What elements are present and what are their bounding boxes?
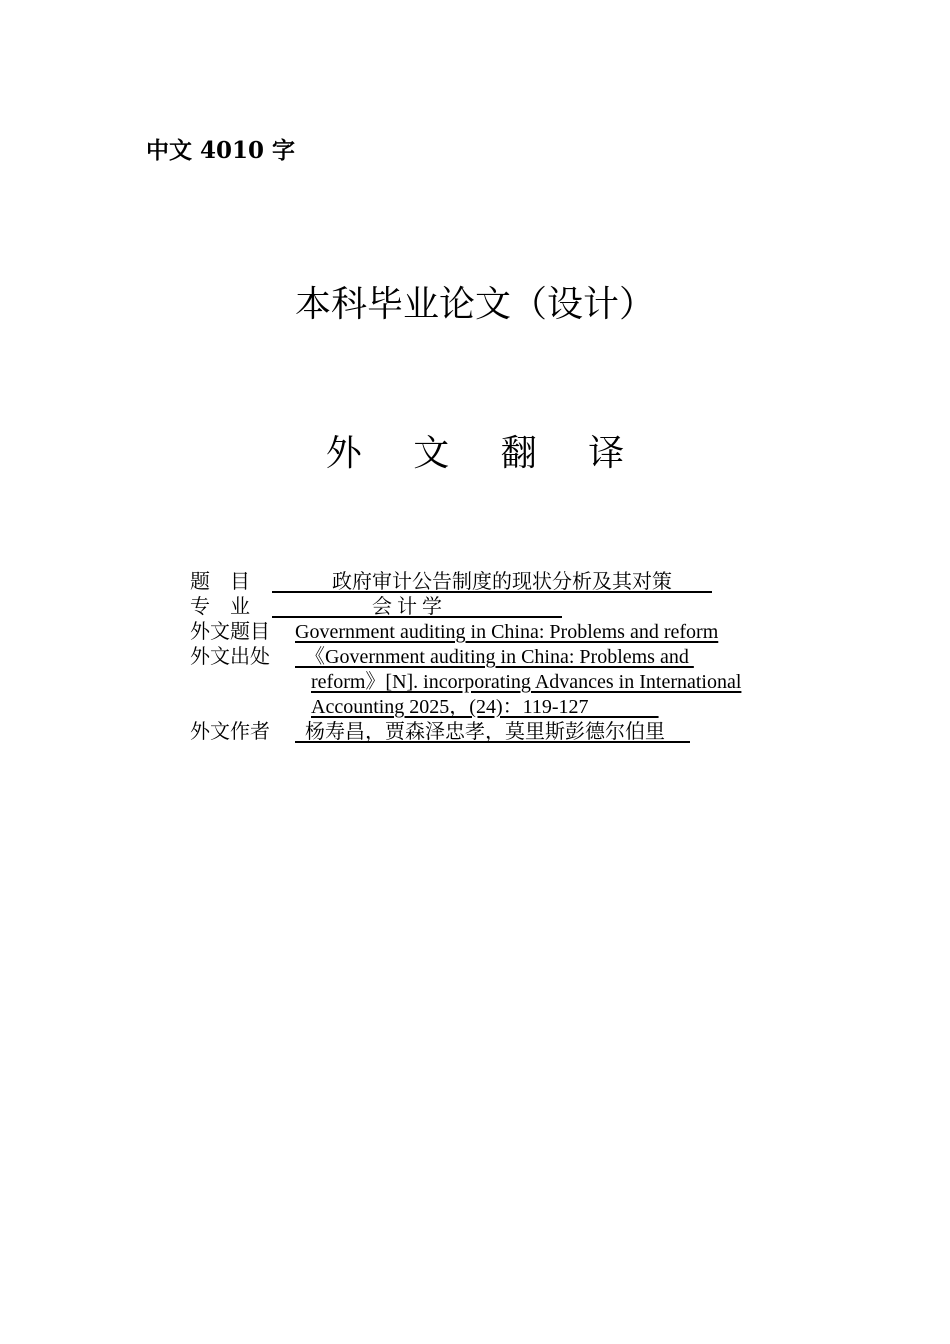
foreign-author-row [190,720,830,745]
foreign-author-value: 杨寿昌，贾森泽忠孝，莫里斯彭德尔伯里 [295,721,690,743]
foreign-source-row-2 [190,670,830,695]
title-char-4: 译 [588,433,625,474]
topic-value: 政府审计公告制度的现状分析及其对策 [272,571,712,593]
foreign-author-label: 外文作者 [190,721,270,743]
translation-title [0,425,950,476]
title-char-2: 文 [413,433,450,474]
foreign-title-row [190,620,830,645]
title-char-3: 翻 [500,433,537,474]
foreign-source-row [190,645,830,670]
foreign-source-line-1: 《Government auditing in China: Problems and [295,646,694,668]
foreign-title-label: 外文题目 [190,621,270,643]
word-count-label: 中文 4010 字 [146,137,296,164]
topic-row [190,570,830,595]
foreign-source-line-2: reform》[N]. incorporating Advances in International [311,671,742,693]
title-char-1: 外 [325,433,362,474]
foreign-title-value: Government auditing in China: Problems and reform [295,621,719,643]
foreign-source-row-3 [190,695,830,720]
info-block [190,570,830,745]
major-row [190,595,830,620]
thesis-title: 本科毕业论文（设计） [294,284,655,325]
major-value: 会 计 学 [272,596,562,618]
foreign-source-line-3: Accounting 2025，(24)：119-127 [311,696,659,718]
foreign-source-label: 外文出处 [190,646,270,668]
topic-label: 题 目 [190,571,250,593]
major-label: 专 业 [190,596,250,618]
